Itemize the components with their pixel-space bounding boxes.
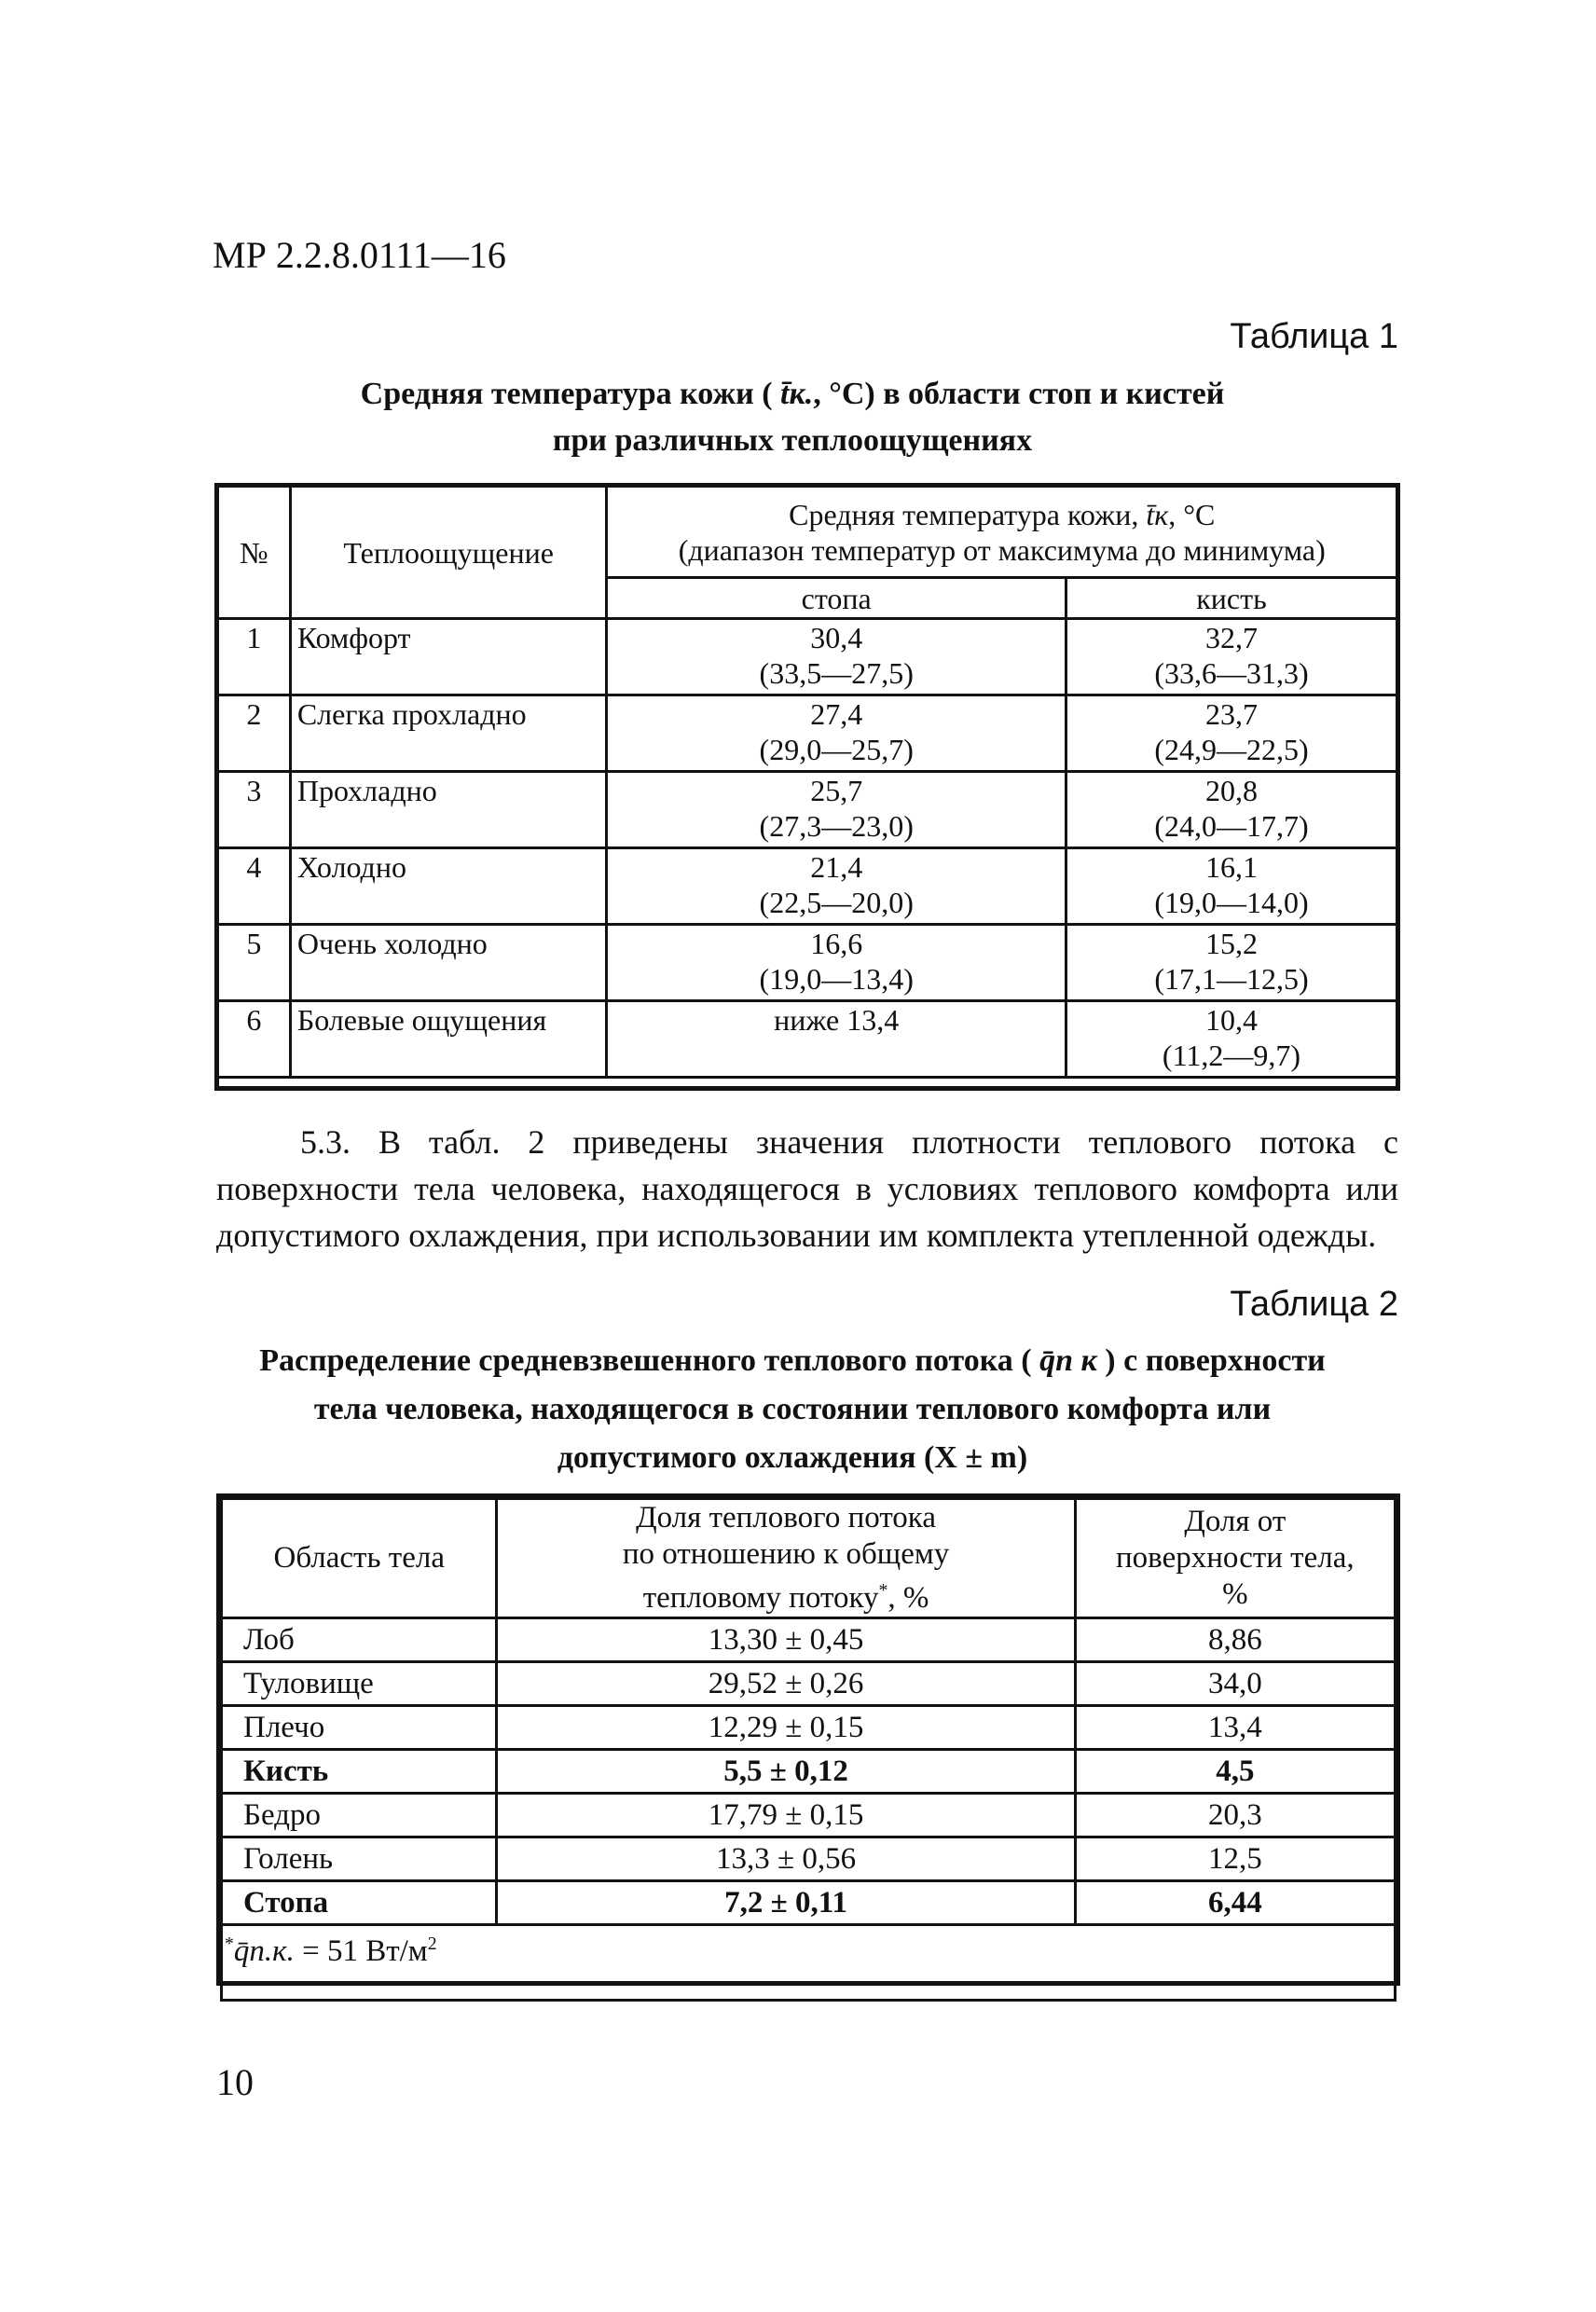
- row-surface: 4,5: [1075, 1750, 1395, 1794]
- table-row: [218, 848, 1397, 925]
- row-surface: 12,5: [1075, 1837, 1395, 1881]
- hand-range: (11,2—9,7): [1162, 1039, 1301, 1072]
- hand-range: (17,1—12,5): [1154, 962, 1309, 996]
- row-hand: [1066, 848, 1396, 925]
- row-foot: [607, 619, 1066, 695]
- table-row: [222, 1662, 1396, 1706]
- row-flow: 12,29 ± 0,15: [497, 1706, 1075, 1750]
- table1-title-line1: [186, 371, 1398, 418]
- row-num: 2: [218, 695, 291, 772]
- mean-label: Средняя температура кожи,: [789, 497, 1147, 531]
- footnote-text: = 51 Вт/м: [294, 1934, 428, 1968]
- row-sensation: Комфорт: [290, 619, 607, 695]
- mean-range-note: (диапазон температур от максимума до минимума): [678, 532, 1326, 567]
- foot-mean: 27,4: [810, 697, 863, 731]
- row-area: Стопа: [222, 1881, 497, 1925]
- hand-mean: 16,1: [1204, 850, 1258, 884]
- table2-caption: Таблица 2: [1230, 1285, 1398, 1324]
- page-number: 10: [216, 2061, 254, 2103]
- footnote-exponent: 2: [427, 1934, 437, 1954]
- row-sensation: Холодно: [290, 848, 607, 925]
- row-num: 6: [218, 1001, 291, 1078]
- row-foot: [607, 925, 1066, 1001]
- header-mean-temp: [607, 487, 1397, 578]
- row-flow: 29,52 ± 0,26: [497, 1662, 1075, 1706]
- heat-flow-table: [220, 1497, 1396, 2002]
- foot-mean: 16,6: [810, 927, 863, 960]
- table-row: [222, 1750, 1396, 1794]
- surface-share-line1: Доля от: [1184, 1505, 1286, 1538]
- row-sensation: Очень холодно: [290, 925, 607, 1001]
- header-surface-share: [1075, 1499, 1395, 1618]
- hand-range: (24,9—22,5): [1154, 733, 1309, 766]
- row-area: Голень: [222, 1837, 497, 1881]
- row-surface: 8,86: [1075, 1618, 1395, 1662]
- row-surface: 13,4: [1075, 1706, 1395, 1750]
- flow-share-line1: Доля теплового потока: [636, 1501, 936, 1534]
- surface-share-line2: поверхности тела,: [1116, 1541, 1355, 1575]
- heat-flow-symbol: q̄п к: [1039, 1343, 1097, 1378]
- row-foot: [607, 848, 1066, 925]
- row-area: Бедро: [222, 1794, 497, 1837]
- row-num: 5: [218, 925, 291, 1001]
- hand-range: (33,6—31,3): [1154, 656, 1309, 690]
- header-foot: стопа: [607, 578, 1066, 619]
- row-num: 4: [218, 848, 291, 925]
- flow-share-line2: по отношению к общему: [622, 1537, 950, 1571]
- hand-mean: 23,7: [1204, 697, 1258, 731]
- table2-title-line2: тела человека, находящегося в состоянии теплового комфорта или: [313, 1392, 1272, 1426]
- footnote-row: [222, 1925, 1396, 2001]
- row-surface: 20,3: [1075, 1794, 1395, 1837]
- row-num: 3: [218, 772, 291, 848]
- row-hand: [1066, 619, 1396, 695]
- footnote-symbol: q̄п.к.: [233, 1934, 295, 1968]
- header-num: №: [218, 487, 291, 619]
- table2-footnote: [222, 1925, 1396, 2001]
- row-sensation: Слегка прохладно: [290, 695, 607, 772]
- header-area: Область тела: [222, 1499, 497, 1618]
- row-flow: 13,30 ± 0,45: [497, 1618, 1075, 1662]
- mean-unit: , °С: [1168, 497, 1216, 531]
- foot-range: (19,0—13,4): [759, 962, 914, 996]
- header-sensation: Теплоощущение: [290, 487, 607, 619]
- hand-range: (24,0—17,7): [1154, 809, 1309, 843]
- footnote-marker: *: [225, 1934, 234, 1954]
- table-row: [222, 1837, 1396, 1881]
- foot-mean: 25,7: [810, 774, 863, 807]
- row-hand: [1066, 1001, 1396, 1078]
- row-sensation: Болевые ощущения: [290, 1001, 607, 1078]
- table2-title-line3: допустимого охлаждения (X ± m): [557, 1440, 1028, 1475]
- hand-mean: 32,7: [1204, 621, 1258, 654]
- row-surface: 34,0: [1075, 1662, 1395, 1706]
- row-area: Кисть: [222, 1750, 497, 1794]
- table-row: [218, 695, 1397, 772]
- table-row: [218, 1001, 1397, 1078]
- title-suffix: ) с поверхности: [1096, 1343, 1326, 1378]
- title-prefix: Средняя температура кожи (: [360, 377, 781, 411]
- row-foot: [607, 1001, 1066, 1078]
- row-foot: [607, 772, 1066, 848]
- foot-range: (33,5—27,5): [759, 656, 914, 690]
- title-suffix: , °С) в области стоп и кистей: [813, 377, 1225, 411]
- foot-mean: ниже 13,4: [774, 1003, 900, 1037]
- table-row: [222, 1618, 1396, 1662]
- table-row: [218, 619, 1397, 695]
- mean-symbol: t̄к: [1146, 497, 1169, 531]
- row-foot: [607, 695, 1066, 772]
- foot-mean: 30,4: [810, 621, 863, 654]
- table-row: [218, 772, 1397, 848]
- table1-title: [186, 371, 1398, 464]
- paragraph-5-3: 5.3. В табл. 2 приведены значения плотности теплового потока с поверхности тела человека, находящегося в условиях теплового комфорта или допустимого охлаждения, при использовании им комплекта утепленной одежды.: [216, 1123, 1398, 1254]
- foot-range: (22,5—20,0): [759, 886, 914, 919]
- row-area: Туловище: [222, 1662, 497, 1706]
- row-flow: 5,5 ± 0,12: [497, 1750, 1075, 1794]
- table2-title: [186, 1337, 1398, 1482]
- row-sensation: Прохладно: [290, 772, 607, 848]
- row-flow: 13,3 ± 0,56: [497, 1837, 1075, 1881]
- surface-share-line3: %: [1222, 1577, 1248, 1611]
- table-row: [222, 1706, 1396, 1750]
- row-hand: [1066, 695, 1396, 772]
- row-num: 1: [218, 619, 291, 695]
- table-row: [222, 1881, 1396, 1925]
- row-hand: [1066, 925, 1396, 1001]
- skin-temperature-table: [216, 485, 1398, 1079]
- header-flow-share: [497, 1499, 1075, 1618]
- foot-range: (29,0—25,7): [759, 733, 914, 766]
- header-hand: кисть: [1066, 578, 1396, 619]
- table1-title-line2: при различных теплоощущениях: [552, 423, 1033, 458]
- flow-share-line3: тепловому потоку: [642, 1581, 879, 1615]
- table1-caption: Таблица 1: [1230, 317, 1398, 356]
- footnote-marker: *: [878, 1580, 888, 1601]
- row-flow: 7,2 ± 0,11: [497, 1881, 1075, 1925]
- hand-mean: 15,2: [1204, 927, 1258, 960]
- table-row: [222, 1794, 1396, 1837]
- skin-temp-symbol: t̄к.: [780, 377, 814, 411]
- row-flow: 17,79 ± 0,15: [497, 1794, 1075, 1837]
- table-row: [218, 925, 1397, 1001]
- row-hand: [1066, 772, 1396, 848]
- flow-share-unit: , %: [887, 1581, 929, 1615]
- foot-mean: 21,4: [810, 850, 863, 884]
- title-prefix: Распределение средневзвешенного теплового потока (: [259, 1343, 1040, 1378]
- hand-range: (19,0—14,0): [1154, 886, 1309, 919]
- row-surface: 6,44: [1075, 1881, 1395, 1925]
- row-area: Плечо: [222, 1706, 497, 1750]
- foot-range: (27,3—23,0): [759, 809, 914, 843]
- hand-mean: 10,4: [1204, 1003, 1258, 1037]
- table2-title-line1: [186, 1337, 1398, 1385]
- document-code: МР 2.2.8.0111—16: [213, 234, 506, 276]
- row-area: Лоб: [222, 1618, 497, 1662]
- hand-mean: 20,8: [1204, 774, 1258, 807]
